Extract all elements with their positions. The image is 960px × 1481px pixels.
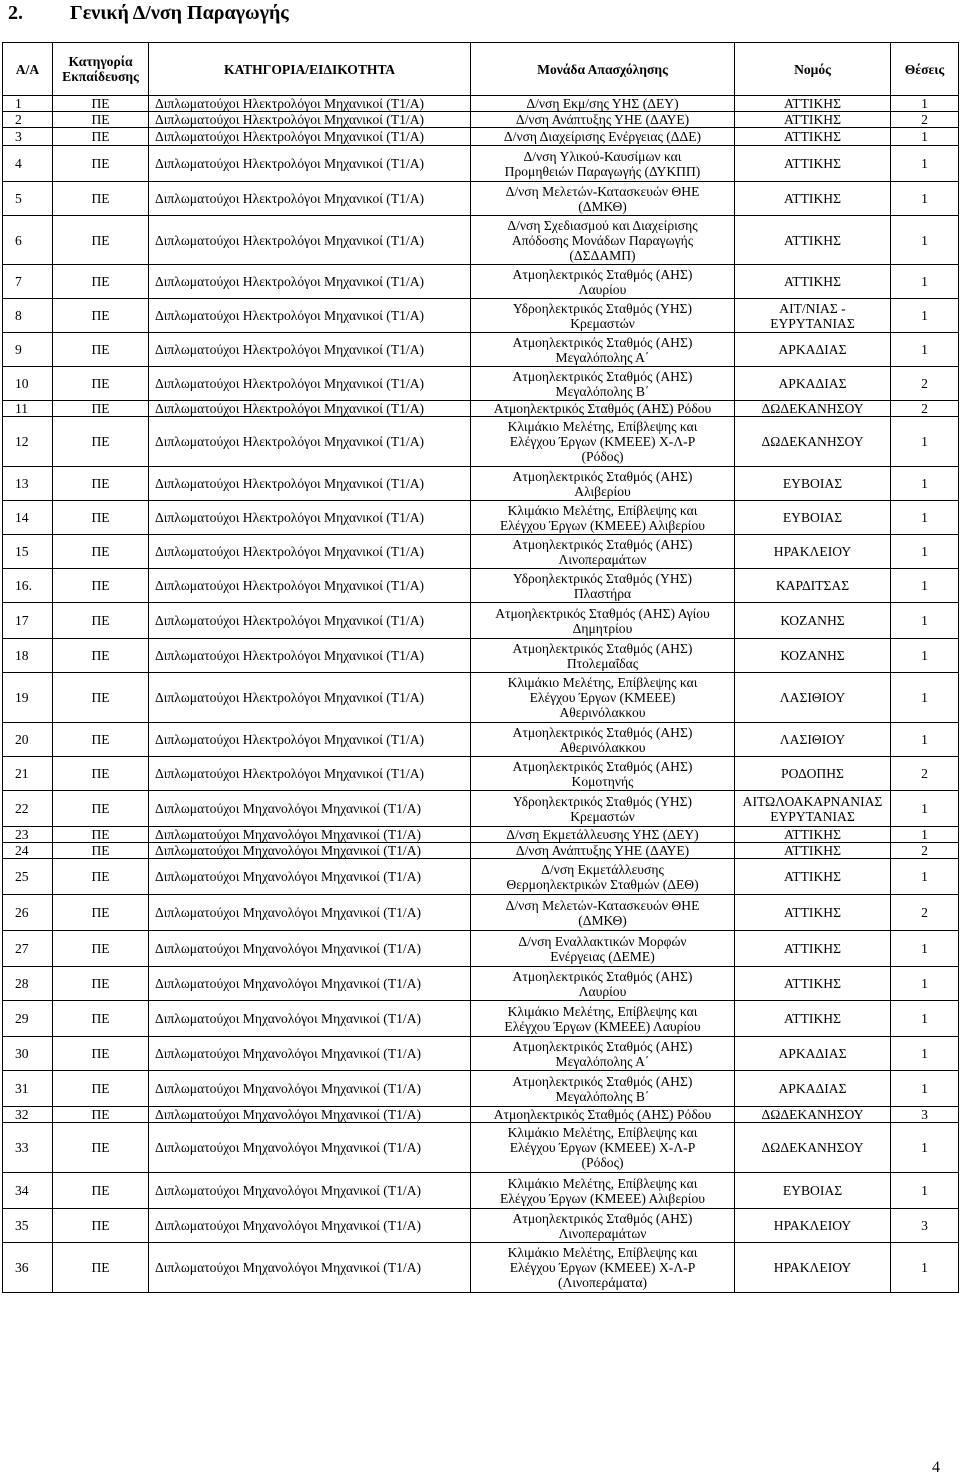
row-unit: Κλιμάκιο Μελέτης, Επίβλεψης και Ελέγχου Έργων (ΚΜΕΕΕ) Αθερινόλακκου bbox=[471, 673, 735, 723]
row-category: ΠΕ bbox=[53, 216, 149, 265]
table-row bbox=[3, 827, 959, 843]
table-row bbox=[3, 146, 959, 182]
row-prefecture: ΑΤΤΙΚΗΣ bbox=[735, 859, 891, 895]
row-unit: Κλιμάκιο Μελέτης, Επίβλεψης και Ελέγχου Έργων (ΚΜΕΕΕ) Αλιβερίου bbox=[471, 501, 735, 535]
row-positions: 1 bbox=[891, 1123, 959, 1173]
row-positions: 1 bbox=[891, 1243, 959, 1293]
row-specialty: Διπλωματούχοι Ηλεκτρολόγοι Μηχανικοί (Τ1/Α) bbox=[149, 216, 471, 265]
row-prefecture: ΑΙΤΩΛΟΑΚΑΡΝΑΝΙΑΣ ΕΥΡΥΤΑΝΙΑΣ bbox=[735, 791, 891, 827]
row-number: 8 bbox=[3, 299, 53, 333]
row-category: ΠΕ bbox=[53, 1243, 149, 1293]
row-prefecture: ΑΡΚΑΔΙΑΣ bbox=[735, 1071, 891, 1107]
row-category: ΠΕ bbox=[53, 603, 149, 639]
table-row bbox=[3, 299, 959, 333]
row-number: 30 bbox=[3, 1037, 53, 1071]
row-prefecture: ΛΑΣΙΘΙΟΥ bbox=[735, 723, 891, 757]
row-category: ΠΕ bbox=[53, 931, 149, 967]
table-row bbox=[3, 182, 959, 216]
row-category: ΠΕ bbox=[53, 1107, 149, 1123]
row-number: 6 bbox=[3, 216, 53, 265]
row-prefecture: ΑΤΤΙΚΗΣ bbox=[735, 827, 891, 843]
row-specialty: Διπλωματούχοι Ηλεκτρολόγοι Μηχανικοί (Τ1/Α) bbox=[149, 417, 471, 467]
section-title: Γενική Δ/νση Παραγωγής bbox=[70, 2, 289, 24]
row-unit: Ατμοηλεκτρικός Σταθμός (ΑΗΣ) Λαυρίου bbox=[471, 265, 735, 299]
row-positions: 1 bbox=[891, 1071, 959, 1107]
row-prefecture: ΚΑΡΔΙΤΣΑΣ bbox=[735, 569, 891, 603]
row-positions: 1 bbox=[891, 569, 959, 603]
row-positions: 1 bbox=[891, 859, 959, 895]
table-row bbox=[3, 859, 959, 895]
table-row bbox=[3, 96, 959, 112]
row-positions: 1 bbox=[891, 535, 959, 569]
row-category: ΠΕ bbox=[53, 417, 149, 467]
row-category: ΠΕ bbox=[53, 757, 149, 791]
row-specialty: Διπλωματούχοι Μηχανολόγοι Μηχανικοί (Τ1/Α) bbox=[149, 859, 471, 895]
table-row bbox=[3, 639, 959, 673]
table-row bbox=[3, 1209, 959, 1243]
row-number: 10 bbox=[3, 367, 53, 401]
row-specialty: Διπλωματούχοι Μηχανολόγοι Μηχανικοί (Τ1/Α) bbox=[149, 1209, 471, 1243]
row-prefecture: ΗΡΑΚΛΕΙΟΥ bbox=[735, 535, 891, 569]
row-positions: 1 bbox=[891, 265, 959, 299]
row-positions: 1 bbox=[891, 501, 959, 535]
row-positions: 1 bbox=[891, 603, 959, 639]
row-unit: Κλιμάκιο Μελέτης, Επίβλεψης και Ελέγχου Έργων (ΚΜΕΕΕ) Χ-Λ-Ρ (Ρόδος) bbox=[471, 417, 735, 467]
row-positions: 2 bbox=[891, 401, 959, 417]
row-unit: Δ/νση Σχεδιασμού και Διαχείρισης Απόδοσης Μονάδων Παραγωγής (ΔΣΔΑΜΠ) bbox=[471, 216, 735, 265]
row-unit: Δ/νση Ανάπτυξης ΥΗΕ (ΔΑΥΕ) bbox=[471, 112, 735, 128]
row-positions: 1 bbox=[891, 333, 959, 367]
row-specialty: Διπλωματούχοι Μηχανολόγοι Μηχανικοί (Τ1/Α) bbox=[149, 1001, 471, 1037]
row-prefecture: ΔΩΔΕΚΑΝΗΣΟΥ bbox=[735, 417, 891, 467]
row-prefecture: ΑΤΤΙΚΗΣ bbox=[735, 96, 891, 112]
table-row bbox=[3, 367, 959, 401]
row-prefecture: ΕΥΒΟΙΑΣ bbox=[735, 1173, 891, 1209]
row-specialty: Διπλωματούχοι Ηλεκτρολόγοι Μηχανικοί (Τ1/Α) bbox=[149, 569, 471, 603]
row-number: 1 bbox=[3, 96, 53, 112]
row-positions: 1 bbox=[891, 1037, 959, 1071]
row-unit: Δ/νση Εναλλακτικών Μορφών Ενέργειας (ΔΕΜΕ) bbox=[471, 931, 735, 967]
table-row bbox=[3, 1071, 959, 1107]
row-number: 11 bbox=[3, 401, 53, 417]
page-number: 4 bbox=[932, 1459, 940, 1476]
row-unit: Ατμοηλεκτρικός Σταθμός (ΑΗΣ) Μεγαλόπολης Α΄ bbox=[471, 1037, 735, 1071]
row-specialty: Διπλωματούχοι Ηλεκτρολόγοι Μηχανικοί (Τ1/Α) bbox=[149, 535, 471, 569]
row-category: ΠΕ bbox=[53, 1123, 149, 1173]
row-category: ΠΕ bbox=[53, 265, 149, 299]
row-prefecture: ΑΤΤΙΚΗΣ bbox=[735, 146, 891, 182]
row-specialty: Διπλωματούχοι Μηχανολόγοι Μηχανικοί (Τ1/Α) bbox=[149, 1123, 471, 1173]
row-category: ΠΕ bbox=[53, 146, 149, 182]
row-unit: Δ/νση Εκμετάλλευσης Θερμοηλεκτρικών Σταθμών (ΔΕΘ) bbox=[471, 859, 735, 895]
table-row bbox=[3, 791, 959, 827]
row-positions: 2 bbox=[891, 112, 959, 128]
header-positions: Θέσεις bbox=[891, 43, 959, 96]
row-unit: Ατμοηλεκτρικός Σταθμός (ΑΗΣ) Ρόδου bbox=[471, 1107, 735, 1123]
row-prefecture: ΑΡΚΑΔΙΑΣ bbox=[735, 1037, 891, 1071]
table-row bbox=[3, 603, 959, 639]
row-prefecture: ΑΤΤΙΚΗΣ bbox=[735, 265, 891, 299]
row-positions: 2 bbox=[891, 367, 959, 401]
row-specialty: Διπλωματούχοι Ηλεκτρολόγοι Μηχανικοί (Τ1/Α) bbox=[149, 639, 471, 673]
row-specialty: Διπλωματούχοι Ηλεκτρολόγοι Μηχανικοί (Τ1/Α) bbox=[149, 367, 471, 401]
row-category: ΠΕ bbox=[53, 112, 149, 128]
row-specialty: Διπλωματούχοι Ηλεκτρολόγοι Μηχανικοί (Τ1/Α) bbox=[149, 723, 471, 757]
row-category: ΠΕ bbox=[53, 843, 149, 859]
row-positions: 2 bbox=[891, 843, 959, 859]
row-unit: Υδροηλεκτρικός Σταθμός (ΥΗΣ) Κρεμαστών bbox=[471, 791, 735, 827]
row-category: ΠΕ bbox=[53, 1209, 149, 1243]
row-positions: 1 bbox=[891, 931, 959, 967]
row-category: ΠΕ bbox=[53, 673, 149, 723]
row-positions: 1 bbox=[891, 467, 959, 501]
row-number: 31 bbox=[3, 1071, 53, 1107]
table-row bbox=[3, 569, 959, 603]
row-positions: 1 bbox=[891, 216, 959, 265]
row-specialty: Διπλωματούχοι Μηχανολόγοι Μηχανικοί (Τ1/Α) bbox=[149, 1037, 471, 1071]
row-positions: 1 bbox=[891, 1001, 959, 1037]
row-prefecture: ΗΡΑΚΛΕΙΟΥ bbox=[735, 1243, 891, 1293]
row-number: 27 bbox=[3, 931, 53, 967]
table-row bbox=[3, 1107, 959, 1123]
row-specialty: Διπλωματούχοι Ηλεκτρολόγοι Μηχανικοί (Τ1/Α) bbox=[149, 603, 471, 639]
row-prefecture: ΑΤΤΙΚΗΣ bbox=[735, 216, 891, 265]
row-positions: 1 bbox=[891, 146, 959, 182]
row-prefecture: ΔΩΔΕΚΑΝΗΣΟΥ bbox=[735, 1123, 891, 1173]
row-prefecture: ΑΤΤΙΚΗΣ bbox=[735, 967, 891, 1001]
row-category: ΠΕ bbox=[53, 569, 149, 603]
row-category: ΠΕ bbox=[53, 467, 149, 501]
table-row bbox=[3, 967, 959, 1001]
row-specialty: Διπλωματούχοι Μηχανολόγοι Μηχανικοί (Τ1/Α) bbox=[149, 1107, 471, 1123]
row-number: 18 bbox=[3, 639, 53, 673]
row-prefecture: ΑΤΤΙΚΗΣ bbox=[735, 112, 891, 128]
row-number: 28 bbox=[3, 967, 53, 1001]
row-category: ΠΕ bbox=[53, 1173, 149, 1209]
row-positions: 2 bbox=[891, 757, 959, 791]
row-positions: 1 bbox=[891, 1173, 959, 1209]
table-row bbox=[3, 673, 959, 723]
row-unit: Ατμοηλεκτρικός Σταθμός (ΑΗΣ) Αθερινόλακκου bbox=[471, 723, 735, 757]
header-prefecture: Νομός bbox=[735, 43, 891, 96]
row-number: 29 bbox=[3, 1001, 53, 1037]
row-specialty: Διπλωματούχοι Μηχανολόγοι Μηχανικοί (Τ1/Α) bbox=[149, 827, 471, 843]
row-number: 17 bbox=[3, 603, 53, 639]
row-specialty: Διπλωματούχοι Ηλεκτρολόγοι Μηχανικοί (Τ1/Α) bbox=[149, 673, 471, 723]
row-unit: Ατμοηλεκτρικός Σταθμός (ΑΗΣ) Πτολεμαΐδας bbox=[471, 639, 735, 673]
row-positions: 1 bbox=[891, 723, 959, 757]
row-specialty: Διπλωματούχοι Μηχανολόγοι Μηχανικοί (Τ1/Α) bbox=[149, 931, 471, 967]
row-unit: Δ/νση Μελετών-Κατασκευών ΘΗΕ (ΔΜΚΘ) bbox=[471, 895, 735, 931]
row-number: 19 bbox=[3, 673, 53, 723]
row-category: ΠΕ bbox=[53, 367, 149, 401]
row-prefecture: ΚΟΖΑΝΗΣ bbox=[735, 603, 891, 639]
row-positions: 1 bbox=[891, 128, 959, 146]
row-specialty: Διπλωματούχοι Μηχανολόγοι Μηχανικοί (Τ1/Α) bbox=[149, 1173, 471, 1209]
table-row bbox=[3, 757, 959, 791]
row-prefecture: ΚΟΖΑΝΗΣ bbox=[735, 639, 891, 673]
row-specialty: Διπλωματούχοι Ηλεκτρολόγοι Μηχανικοί (Τ1/Α) bbox=[149, 501, 471, 535]
row-number: 25 bbox=[3, 859, 53, 895]
row-specialty: Διπλωματούχοι Ηλεκτρολόγοι Μηχανικοί (Τ1/Α) bbox=[149, 146, 471, 182]
row-category: ΠΕ bbox=[53, 401, 149, 417]
row-number: 13 bbox=[3, 467, 53, 501]
row-prefecture: ΔΩΔΕΚΑΝΗΣΟΥ bbox=[735, 1107, 891, 1123]
row-unit: Δ/νση Υλικού-Καυσίμων και Προμηθειών Παραγωγής (ΔΥΚΠΠ) bbox=[471, 146, 735, 182]
row-positions: 1 bbox=[891, 827, 959, 843]
row-specialty: Διπλωματούχοι Ηλεκτρολόγοι Μηχανικοί (Τ1/Α) bbox=[149, 265, 471, 299]
row-prefecture: ΕΥΒΟΙΑΣ bbox=[735, 467, 891, 501]
row-prefecture: ΑΤΤΙΚΗΣ bbox=[735, 182, 891, 216]
row-category: ΠΕ bbox=[53, 1037, 149, 1071]
row-number: 33 bbox=[3, 1123, 53, 1173]
row-unit: Δ/νση Εκμ/σης ΥΗΣ (ΔΕΥ) bbox=[471, 96, 735, 112]
row-specialty: Διπλωματούχοι Ηλεκτρολόγοι Μηχανικοί (Τ1/Α) bbox=[149, 96, 471, 112]
row-specialty: Διπλωματούχοι Ηλεκτρολόγοι Μηχανικοί (Τ1/Α) bbox=[149, 401, 471, 417]
row-positions: 1 bbox=[891, 791, 959, 827]
row-category: ΠΕ bbox=[53, 128, 149, 146]
row-positions: 1 bbox=[891, 417, 959, 467]
row-number: 14 bbox=[3, 501, 53, 535]
header-specialty: ΚΑΤΗΓΟΡΙΑ/ΕΙΔΙΚΟΤΗΤΑ bbox=[149, 43, 471, 96]
row-unit: Δ/νση Μελετών-Κατασκευών ΘΗΕ (ΔΜΚΘ) bbox=[471, 182, 735, 216]
row-prefecture: ΑΤΤΙΚΗΣ bbox=[735, 128, 891, 146]
row-unit: Ατμοηλεκτρικός Σταθμός (ΑΗΣ) Κομοτηνής bbox=[471, 757, 735, 791]
row-number: 32 bbox=[3, 1107, 53, 1123]
row-prefecture: ΑΤΤΙΚΗΣ bbox=[735, 1001, 891, 1037]
row-number: 34 bbox=[3, 1173, 53, 1209]
row-number: 36 bbox=[3, 1243, 53, 1293]
row-category: ΠΕ bbox=[53, 299, 149, 333]
row-unit: Ατμοηλεκτρικός Σταθμός (ΑΗΣ) Λινοπεραμάτων bbox=[471, 1209, 735, 1243]
table-row bbox=[3, 501, 959, 535]
row-unit: Υδροηλεκτρικός Σταθμός (ΥΗΣ) Πλαστήρα bbox=[471, 569, 735, 603]
row-prefecture: ΑΙΤ/ΝΙΑΣ - ΕΥΡΥΤΑΝΙΑΣ bbox=[735, 299, 891, 333]
table-row bbox=[3, 931, 959, 967]
table-row bbox=[3, 401, 959, 417]
row-number: 35 bbox=[3, 1209, 53, 1243]
row-prefecture: ΗΡΑΚΛΕΙΟΥ bbox=[735, 1209, 891, 1243]
row-unit: Δ/νση Διαχείρισης Ενέργειας (ΔΔΕ) bbox=[471, 128, 735, 146]
row-positions: 1 bbox=[891, 639, 959, 673]
table-row bbox=[3, 128, 959, 146]
row-unit: Κλιμάκιο Μελέτης, Επίβλεψης και Ελέγχου Έργων (ΚΜΕΕΕ) Χ-Λ-Ρ (Ρόδος) bbox=[471, 1123, 735, 1173]
row-number: 22 bbox=[3, 791, 53, 827]
row-category: ΠΕ bbox=[53, 333, 149, 367]
row-unit: Ατμοηλεκτρικός Σταθμός (ΑΗΣ) Λαυρίου bbox=[471, 967, 735, 1001]
table-row bbox=[3, 216, 959, 265]
table-row bbox=[3, 1123, 959, 1173]
table-row bbox=[3, 333, 959, 367]
row-unit: Κλιμάκιο Μελέτης, Επίβλεψης και Ελέγχου Έργων (ΚΜΕΕΕ) Αλιβερίου bbox=[471, 1173, 735, 1209]
row-positions: 1 bbox=[891, 967, 959, 1001]
header-category: Κατηγορία Εκπαίδευσης bbox=[53, 43, 149, 96]
row-category: ΠΕ bbox=[53, 182, 149, 216]
row-specialty: Διπλωματούχοι Μηχανολόγοι Μηχανικοί (Τ1/Α) bbox=[149, 1071, 471, 1107]
row-unit: Ατμοηλεκτρικός Σταθμός (ΑΗΣ) Μεγαλόπολης Α΄ bbox=[471, 333, 735, 367]
row-unit: Ατμοηλεκτρικός Σταθμός (ΑΗΣ) Μεγαλόπολης Β΄ bbox=[471, 367, 735, 401]
row-prefecture: ΑΡΚΑΔΙΑΣ bbox=[735, 333, 891, 367]
row-positions: 1 bbox=[891, 182, 959, 216]
table-row bbox=[3, 1001, 959, 1037]
row-category: ΠΕ bbox=[53, 827, 149, 843]
row-prefecture: ΑΡΚΑΔΙΑΣ bbox=[735, 367, 891, 401]
row-number: 23 bbox=[3, 827, 53, 843]
row-positions: 1 bbox=[891, 96, 959, 112]
row-category: ΠΕ bbox=[53, 501, 149, 535]
row-number: 16. bbox=[3, 569, 53, 603]
row-unit: Δ/νση Εκμετάλλευσης ΥΗΣ (ΔΕΥ) bbox=[471, 827, 735, 843]
table-header-row bbox=[3, 43, 959, 96]
row-prefecture: ΔΩΔΕΚΑΝΗΣΟΥ bbox=[735, 401, 891, 417]
row-category: ΠΕ bbox=[53, 967, 149, 1001]
row-unit: Κλιμάκιο Μελέτης, Επίβλεψης και Ελέγχου Έργων (ΚΜΕΕΕ) Λαυρίου bbox=[471, 1001, 735, 1037]
row-prefecture: ΕΥΒΟΙΑΣ bbox=[735, 501, 891, 535]
table-row bbox=[3, 417, 959, 467]
row-prefecture: ΑΤΤΙΚΗΣ bbox=[735, 931, 891, 967]
row-specialty: Διπλωματούχοι Ηλεκτρολόγοι Μηχανικοί (Τ1/Α) bbox=[149, 299, 471, 333]
row-number: 3 bbox=[3, 128, 53, 146]
row-prefecture: ΛΑΣΙΘΙΟΥ bbox=[735, 673, 891, 723]
row-number: 20 bbox=[3, 723, 53, 757]
row-specialty: Διπλωματούχοι Ηλεκτρολόγοι Μηχανικοί (Τ1/Α) bbox=[149, 112, 471, 128]
row-category: ΠΕ bbox=[53, 96, 149, 112]
row-positions: 3 bbox=[891, 1107, 959, 1123]
row-specialty: Διπλωματούχοι Ηλεκτρολόγοι Μηχανικοί (Τ1/Α) bbox=[149, 333, 471, 367]
row-prefecture: ΑΤΤΙΚΗΣ bbox=[735, 895, 891, 931]
row-specialty: Διπλωματούχοι Μηχανολόγοι Μηχανικοί (Τ1/Α) bbox=[149, 791, 471, 827]
row-positions: 1 bbox=[891, 299, 959, 333]
row-number: 4 bbox=[3, 146, 53, 182]
row-number: 21 bbox=[3, 757, 53, 791]
row-unit: Ατμοηλεκτρικός Σταθμός (ΑΗΣ) Μεγαλόπολης Β΄ bbox=[471, 1071, 735, 1107]
section-heading bbox=[8, 2, 289, 25]
row-number: 7 bbox=[3, 265, 53, 299]
row-number: 2 bbox=[3, 112, 53, 128]
row-specialty: Διπλωματούχοι Ηλεκτρολόγοι Μηχανικοί (Τ1/Α) bbox=[149, 128, 471, 146]
row-number: 12 bbox=[3, 417, 53, 467]
row-category: ΠΕ bbox=[53, 1001, 149, 1037]
row-unit: Ατμοηλεκτρικός Σταθμός (ΑΗΣ) Ρόδου bbox=[471, 401, 735, 417]
table-row bbox=[3, 1173, 959, 1209]
row-prefecture: ΡΟΔΟΠΗΣ bbox=[735, 757, 891, 791]
table-row bbox=[3, 843, 959, 859]
row-number: 9 bbox=[3, 333, 53, 367]
row-specialty: Διπλωματούχοι Ηλεκτρολόγοι Μηχανικοί (Τ1/Α) bbox=[149, 757, 471, 791]
row-category: ΠΕ bbox=[53, 859, 149, 895]
section-number: 2. bbox=[8, 2, 23, 24]
row-positions: 1 bbox=[891, 673, 959, 723]
row-specialty: Διπλωματούχοι Ηλεκτρολόγοι Μηχανικοί (Τ1/Α) bbox=[149, 182, 471, 216]
row-specialty: Διπλωματούχοι Μηχανολόγοι Μηχανικοί (Τ1/Α) bbox=[149, 895, 471, 931]
table-row bbox=[3, 265, 959, 299]
row-specialty: Διπλωματούχοι Μηχανολόγοι Μηχανικοί (Τ1/Α) bbox=[149, 1243, 471, 1293]
row-prefecture: ΑΤΤΙΚΗΣ bbox=[735, 843, 891, 859]
table-row bbox=[3, 467, 959, 501]
row-category: ΠΕ bbox=[53, 535, 149, 569]
table-row bbox=[3, 112, 959, 128]
row-category: ΠΕ bbox=[53, 791, 149, 827]
row-specialty: Διπλωματούχοι Μηχανολόγοι Μηχανικοί (Τ1/Α) bbox=[149, 967, 471, 1001]
row-unit: Ατμοηλεκτρικός Σταθμός (ΑΗΣ) Λινοπεραμάτων bbox=[471, 535, 735, 569]
row-positions: 2 bbox=[891, 895, 959, 931]
row-category: ΠΕ bbox=[53, 639, 149, 673]
row-unit: Ατμοηλεκτρικός Σταθμός (ΑΗΣ) Αλιβερίου bbox=[471, 467, 735, 501]
header-aa: Α/Α bbox=[3, 43, 53, 96]
row-positions: 3 bbox=[891, 1209, 959, 1243]
row-number: 15 bbox=[3, 535, 53, 569]
row-number: 26 bbox=[3, 895, 53, 931]
table-row bbox=[3, 1243, 959, 1293]
row-unit: Ατμοηλεκτρικός Σταθμός (ΑΗΣ) Αγίου Δημητρίου bbox=[471, 603, 735, 639]
row-specialty: Διπλωματούχοι Μηχανολόγοι Μηχανικοί (Τ1/Α) bbox=[149, 843, 471, 859]
row-unit: Δ/νση Ανάπτυξης ΥΗΕ (ΔΑΥΕ) bbox=[471, 843, 735, 859]
table-row bbox=[3, 1037, 959, 1071]
row-unit: Υδροηλεκτρικός Σταθμός (ΥΗΣ) Κρεμαστών bbox=[471, 299, 735, 333]
row-number: 5 bbox=[3, 182, 53, 216]
header-unit: Μονάδα Απασχόλησης bbox=[471, 43, 735, 96]
row-number: 24 bbox=[3, 843, 53, 859]
positions-table bbox=[2, 42, 959, 1293]
row-category: ΠΕ bbox=[53, 723, 149, 757]
row-category: ΠΕ bbox=[53, 1071, 149, 1107]
table-row bbox=[3, 535, 959, 569]
table-body bbox=[3, 96, 959, 1293]
table-row bbox=[3, 723, 959, 757]
row-specialty: Διπλωματούχοι Ηλεκτρολόγοι Μηχανικοί (Τ1/Α) bbox=[149, 467, 471, 501]
row-unit: Κλιμάκιο Μελέτης, Επίβλεψης και Ελέγχου Έργων (ΚΜΕΕΕ) Χ-Λ-Ρ (Λινοπεράματα) bbox=[471, 1243, 735, 1293]
row-category: ΠΕ bbox=[53, 895, 149, 931]
table-row bbox=[3, 895, 959, 931]
